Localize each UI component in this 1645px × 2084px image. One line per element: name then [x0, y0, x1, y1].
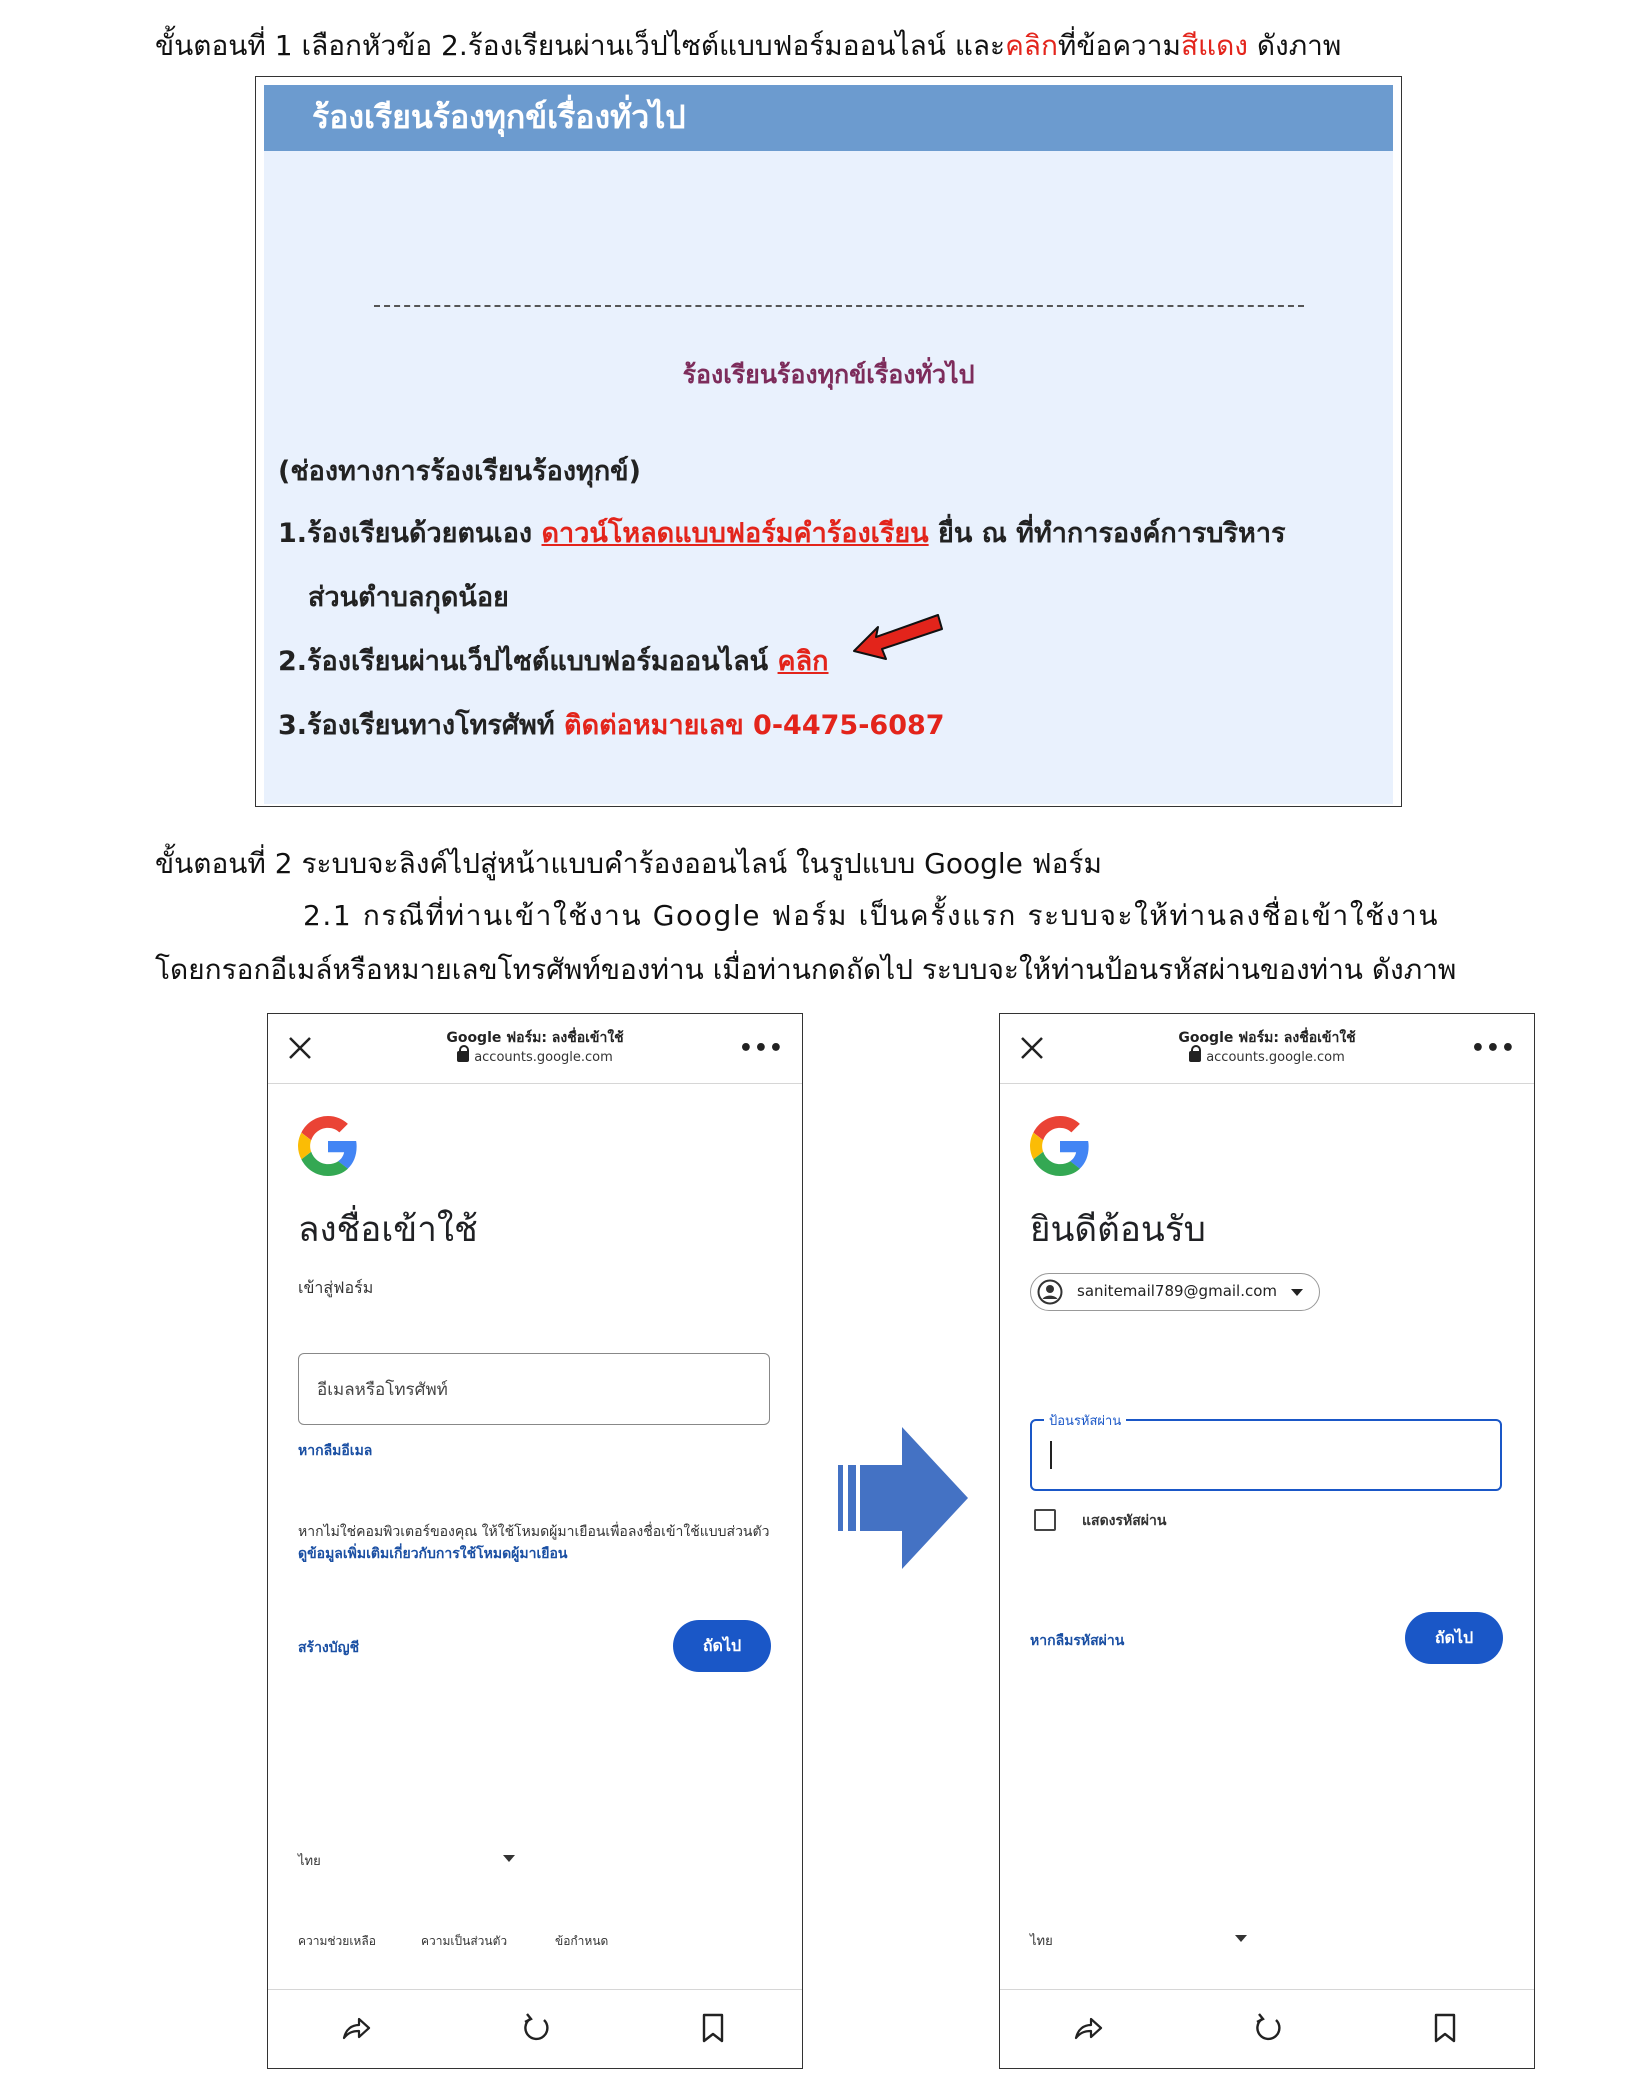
channel-item-1-prefix: 1.ร้องเรียนด้วยตนเอง [278, 518, 542, 549]
browser-url [268, 1050, 802, 1065]
google-logo [298, 1116, 358, 1176]
red-pointer-arrow [852, 613, 944, 661]
chevron-down-icon[interactable] [1291, 1289, 1303, 1297]
account-email: sanitemail789@gmail.com [1077, 1282, 1278, 1300]
email-field-placeholder: อีเมลหรือโทรศัพท์ [317, 1380, 448, 1400]
password-field[interactable] [1030, 1414, 1502, 1491]
next-button[interactable]: ถัดไป [1405, 1612, 1503, 1664]
chevron-down-icon[interactable] [1235, 1935, 1247, 1943]
account-chip[interactable] [1030, 1273, 1320, 1311]
browser-page-title: Google ฟอร์ม: ลงชื่อเข้าใช้ [1178, 1030, 1356, 1046]
step1-prefix: ขั้นตอนที่ 1 เลือกหัวข้อ 2.ร้องเรียนผ่านเว็ปไซต์แบบฟอร์มออนไลน์ และ [155, 29, 1006, 62]
email-field[interactable] [298, 1353, 770, 1425]
channels-heading: (ช่องทางการร้องเรียนร้องทุกข์) [278, 456, 641, 487]
language-select[interactable] [298, 1850, 321, 1871]
create-account-link[interactable]: สร้างบัญชี [298, 1640, 360, 1656]
browser-top-bar [268, 1014, 802, 1084]
google-logo [1030, 1116, 1090, 1176]
step1-click-word: คลิก [1005, 29, 1058, 62]
step1-middle: ที่ข้อความ [1057, 29, 1181, 62]
browser-top-bar [1000, 1014, 1534, 1084]
step1-suffix: ดังภาพ [1247, 29, 1342, 62]
language-value: ไทย [1030, 1934, 1053, 1949]
forgot-password-link[interactable]: หากลืมรหัสผ่าน [1030, 1633, 1125, 1649]
more-icon[interactable]: ••• [738, 1036, 784, 1061]
channel-item-2-prefix: 2.ร้องเรียนผ่านเว็ปไซต์แบบฟอร์มออนไลน์ [278, 646, 778, 677]
text-caret [1050, 1441, 1052, 1469]
language-select[interactable] [1030, 1930, 1053, 1951]
phone-screenshot-sign-in [267, 1013, 803, 2069]
browser-url [1000, 1050, 1534, 1065]
show-password-label: แสดงรหัสผ่าน [1082, 1513, 1167, 1529]
step2-line-3: โดยกรอกอีเมล์หรือหมายเลขโทรศัพท์ของท่าน เมื่อท่านกดถัดไป ระบบจะให้ท่านป้อนรหัสผ่านของท่าน ดังภาพ [155, 953, 1457, 986]
channel-item-3-prefix: 3.ร้องเรียนทางโทรศัพท์ [278, 710, 565, 741]
guest-mode-link[interactable]: ดูข้อมูลเพิ่มเติมเกี่ยวกับการใช้โหมดผู้มาเยือน [298, 1546, 568, 1562]
account-circle-icon [1037, 1279, 1063, 1305]
browser-bottom-bar [1000, 1989, 1534, 2069]
channel-item-1-suffix: ยื่น ณ ที่ทำการองค์การบริหาร [928, 518, 1286, 549]
blue-right-arrow [832, 1427, 970, 1569]
sign-in-subheading: เข้าสู่ฟอร์ม [298, 1278, 374, 1297]
reload-icon[interactable] [1252, 2012, 1284, 2044]
show-password-checkbox[interactable] [1034, 1509, 1056, 1531]
phone-screenshot-password [999, 1013, 1535, 2069]
footer-help-link[interactable]: ความช่วยเหลือ [298, 1934, 376, 1948]
sign-in-heading: ลงชื่อเข้าใช้ [298, 1210, 478, 1250]
footer-privacy-link[interactable]: ความเป็นส่วนตัว [421, 1934, 508, 1948]
lock-icon [457, 1051, 469, 1062]
download-form-link[interactable]: ดาวน์โหลดแบบฟอร์มคำร้องเรียน [541, 518, 929, 549]
browser-page-title: Google ฟอร์ม: ลงชื่อเข้าใช้ [446, 1030, 624, 1046]
website-content [264, 85, 1393, 804]
browser-url-text: accounts.google.com [1206, 1050, 1345, 1065]
step1-red-word: สีแดง [1180, 29, 1248, 62]
share-icon[interactable] [1072, 2012, 1104, 2044]
footer-terms-link[interactable]: ข้อกำหนด [555, 1934, 609, 1948]
guest-mode-notice [298, 1521, 778, 1565]
channel-item-1-continuation: ส่วนตำบลกุดน้อย [308, 582, 509, 613]
channel-item-1 [278, 511, 1286, 554]
browser-bottom-bar [268, 1989, 802, 2069]
channel-item-2 [278, 639, 829, 682]
password-field-label: ป้อนรหัสผ่าน [1044, 1410, 1126, 1431]
dashed-divider [374, 305, 1304, 307]
chevron-down-icon[interactable] [503, 1855, 515, 1863]
reload-icon[interactable] [520, 2012, 552, 2044]
lock-icon [1189, 1051, 1201, 1062]
phone-number-text: ติดต่อหมายเลข 0-4475-6087 [564, 710, 945, 741]
browser-url-text: accounts.google.com [474, 1050, 613, 1065]
guest-mode-text: หากไม่ใช่คอมพิวเตอร์ของคุณ ให้ใช้โหมดผู้มาเยือนเพื่อลงชื่อเข้าใช้แบบส่วนตัว [298, 1524, 770, 1540]
step2-line-2: 2.1 กรณีที่ท่านเข้าใช้งาน Google ฟอร์ม เป็นครั้งแรก ระบบจะให้ท่านลงชื่อเข้าใช้งาน [303, 899, 1440, 932]
forgot-email-link[interactable]: หากลืมอีเมล [298, 1443, 373, 1459]
bookmark-icon[interactable] [1431, 2012, 1459, 2044]
welcome-heading: ยินดีต้อนรับ [1030, 1210, 1206, 1250]
more-icon[interactable]: ••• [1470, 1036, 1516, 1061]
step1-paragraph [155, 26, 1341, 66]
next-button[interactable]: ถัดไป [673, 1620, 771, 1672]
website-header [264, 85, 1393, 151]
online-form-click-link[interactable]: คลิก [777, 646, 829, 677]
website-header-title: ร้องเรียนร้องทุกข์เรื่องทั่วไป [312, 98, 686, 136]
step2-line-1: ขั้นตอนที่ 2 ระบบจะลิงค์ไปสู่หน้าแบบคำร้องออนไลน์ ในรูปแบบ Google ฟอร์ม [155, 847, 1102, 880]
channel-item-3 [278, 703, 945, 746]
language-value: ไทย [298, 1854, 321, 1869]
bookmark-icon[interactable] [699, 2012, 727, 2044]
website-subtitle: ร้องเรียนร้องทุกข์เรื่องทั่วไป [682, 360, 975, 389]
share-icon[interactable] [340, 2012, 372, 2044]
website-screenshot [255, 76, 1402, 807]
